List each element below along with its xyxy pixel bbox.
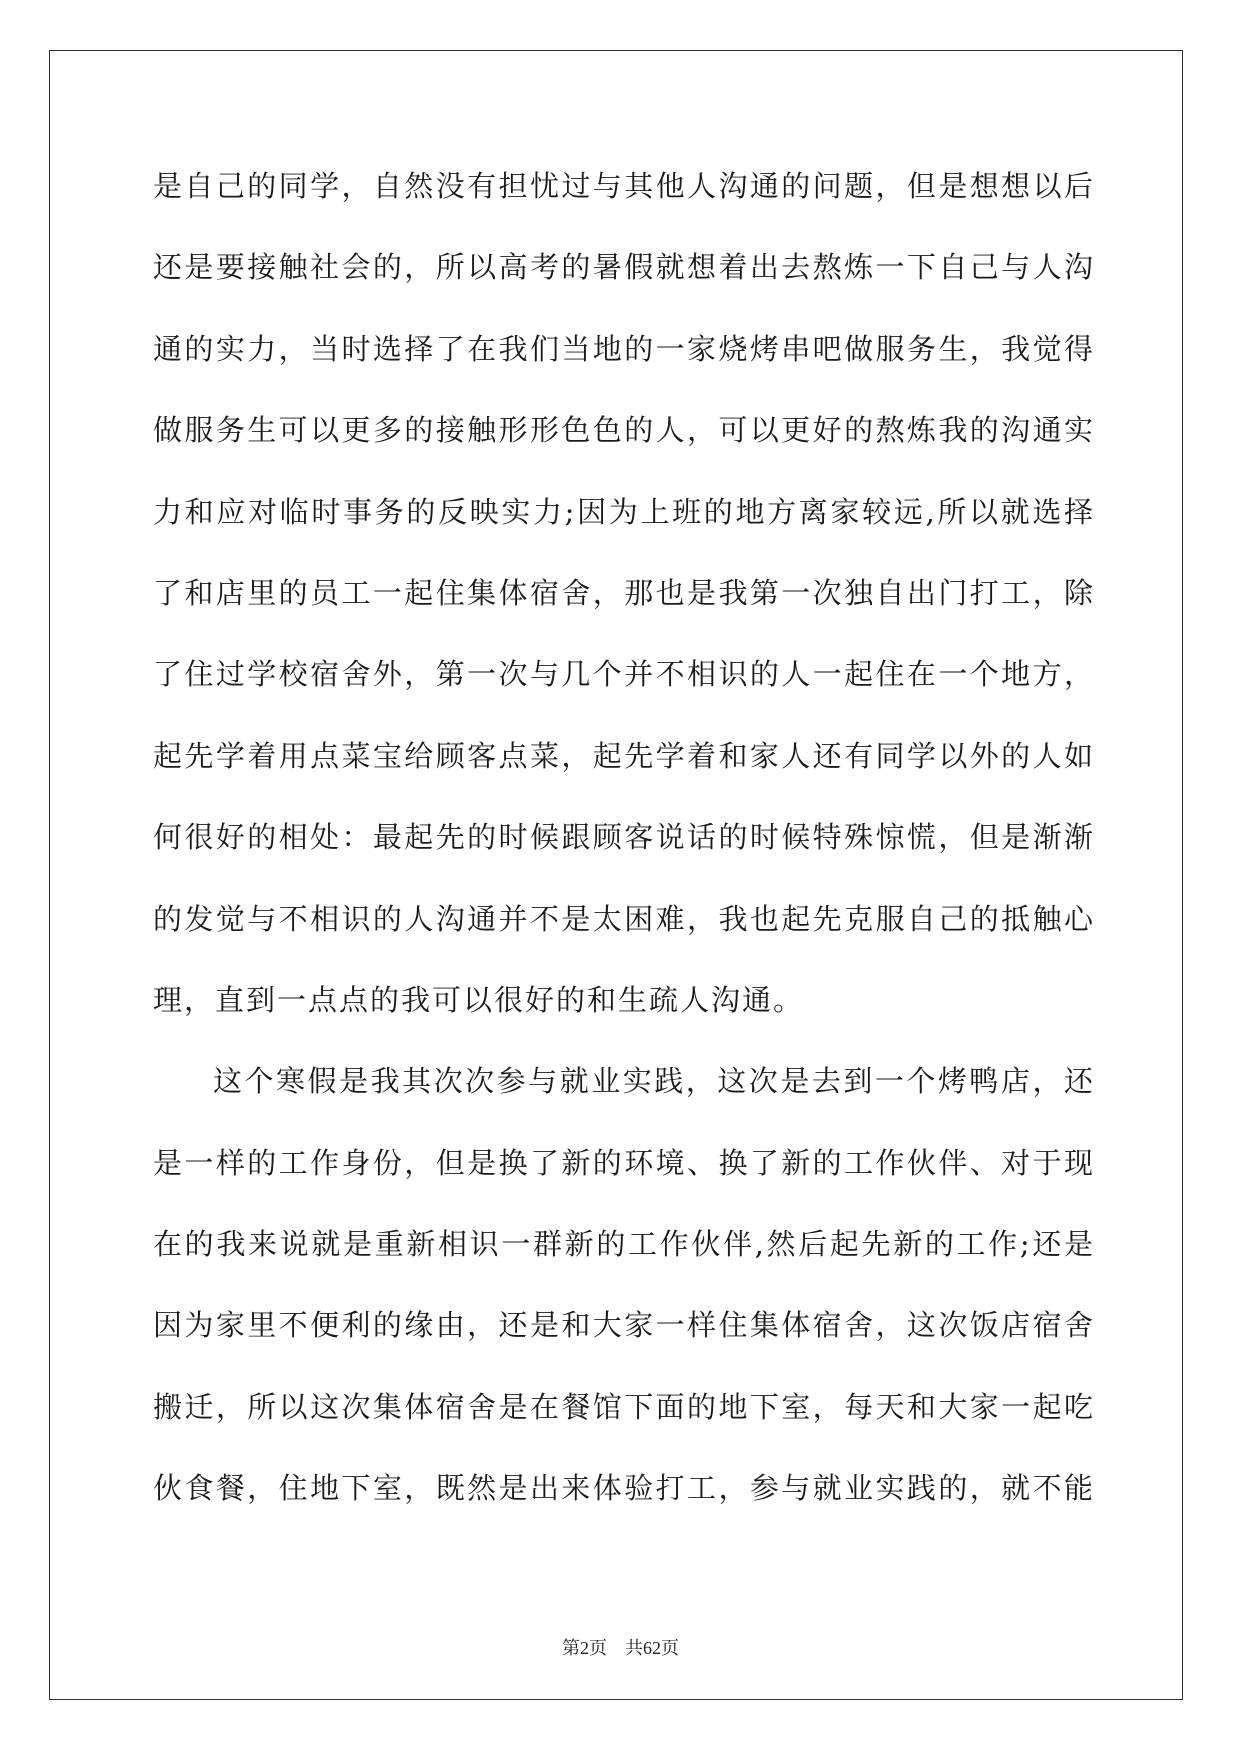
text-line: 还是要接触社会的，所以高考的暑假就想着出去熬炼一下自己与人沟 — [153, 250, 1093, 285]
text-line: 通的实力，当时选择了在我们当地的一家烧烤串吧做服务生，我觉得 — [153, 331, 1093, 366]
text-line: 起先学着用点菜宝给顾客点菜，起先学着和家人还有同学以外的人如 — [153, 738, 1093, 773]
page-footer — [0, 1634, 1241, 1660]
text-line: 是自己的同学，自然没有担忧过与其他人沟通的问题，但是想想以后 — [153, 169, 1093, 203]
page-number: 第2页 — [562, 1638, 607, 1658]
page-total: 共62页 — [625, 1638, 679, 1658]
text-line: 了和店里的员工一起住集体宿舍，那也是我第一次独自出门打工，除 — [153, 575, 1093, 610]
text-line: 在的我来说就是重新相识一群新的工作伙伴,然后起先新的工作;还是 — [153, 1227, 1093, 1262]
text-line: 力和应对临时事务的反映实力;因为上班的地方离家较远,所以就选择 — [153, 494, 1093, 529]
text-line: 了住过学校宿舍外，第一次与几个并不相识的人一起住在一个地方， — [153, 657, 1093, 692]
body-text — [153, 163, 1093, 1547]
text-line: 是一样的工作身份，但是换了新的环境、换了新的工作伙伴、对于现 — [153, 1145, 1093, 1180]
text-line: 因为家里不便利的缘由，还是和大家一样住集体宿舍，这次饭店宿舍 — [153, 1308, 1093, 1343]
text-line: 搬迁，所以这次集体宿舍是在餐馆下面的地下室，每天和大家一起吃 — [153, 1389, 1093, 1424]
text-line: 做服务生可以更多的接触形形色色的人，可以更好的熬炼我的沟通实 — [153, 413, 1093, 448]
text-line-paragraph-end: 理，直到一点点的我可以很好的和生疏人沟通。 — [153, 982, 805, 1017]
text-line: 的发觉与不相识的人沟通并不是太困难，我也起先克服自己的抵触心 — [153, 901, 1093, 936]
text-line: 何很好的相处：最起先的时候跟顾客说话的时候特殊惊慌，但是渐渐 — [153, 820, 1093, 855]
text-line: 伙食餐，住地下室，既然是出来体验打工，参与就业实践的，就不能 — [153, 1471, 1093, 1506]
text-line-paragraph-start: 这个寒假是我其次次参与就业实践，这次是去到一个烤鸭店，还 — [213, 1064, 1093, 1099]
